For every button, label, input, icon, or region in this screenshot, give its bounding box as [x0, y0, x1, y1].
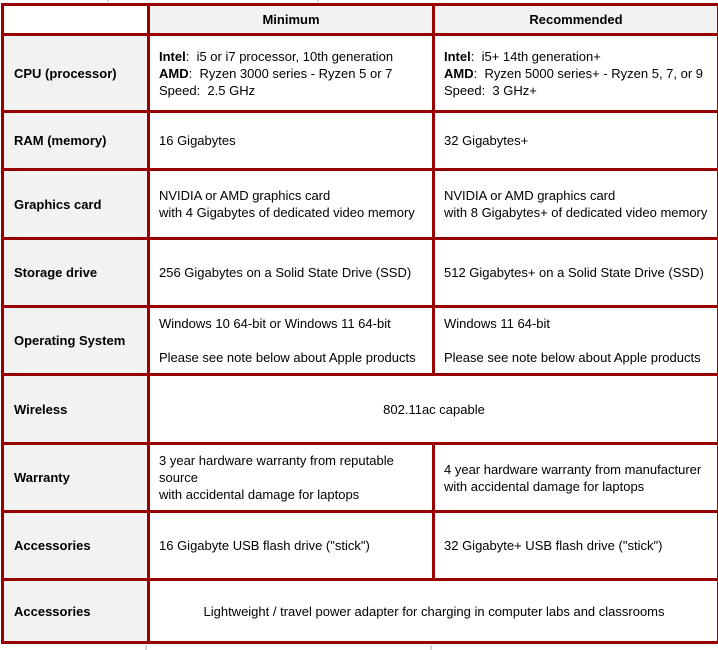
cpu-rec-line-amd: AMD: Ryzen 5000 series+ - Ryzen 5, 7, or 9	[444, 65, 704, 81]
cpu-min-line-speed: Speed: 2.5 GHz	[159, 82, 256, 98]
row-label-accessories-1: Accessories	[3, 512, 149, 580]
warranty-rec-line2: with accidental damage for laptops	[444, 478, 645, 494]
cpu-recommended-cell	[434, 35, 718, 112]
graphics-rec-line2: with 8 Gigabytes+ of dedicated video memory	[444, 205, 708, 220]
os-min-line1: Windows 10 64-bit or Windows 11 64-bit	[159, 316, 391, 331]
row-graphics	[3, 170, 718, 239]
graphics-min-line2: with 4 Gigabytes of dedicated video memory	[159, 205, 415, 220]
warranty-minimum-cell	[149, 444, 434, 512]
graphics-minimum-cell	[149, 170, 434, 239]
row-label-storage: Storage drive	[3, 239, 149, 307]
accessories1-minimum-cell: 16 Gigabyte USB flash drive ("stick")	[149, 512, 434, 580]
cpu-rec-line-intel: Intel: i5+ 14th generation+	[444, 48, 601, 64]
cpu-min-line-intel: Intel: i5 or i7 processor, 10th generation	[159, 48, 394, 64]
row-label-graphics: Graphics card	[3, 170, 149, 239]
header-minimum: Minimum	[149, 5, 434, 35]
warranty-min-line1: 3 year hardware warranty from reputable source	[159, 453, 394, 485]
cropped-row-above	[0, 0, 716, 3]
spec-table	[1, 3, 718, 644]
cpu-min-line-amd: AMD: Ryzen 3000 series - Ryzen 5 or 7	[159, 65, 393, 81]
warranty-recommended-cell	[434, 444, 718, 512]
row-label-ram: RAM (memory)	[3, 112, 149, 170]
cpu-rec-line-speed: Speed: 3 GHz+	[444, 82, 537, 98]
wireless-value-cell: 802.11ac capable	[149, 375, 718, 444]
row-wireless	[3, 375, 718, 444]
divider-tick	[107, 0, 109, 2]
cpu-minimum-cell	[149, 35, 434, 112]
storage-recommended-cell: 512 Gigabytes+ on a Solid State Drive (SSD)	[434, 239, 718, 307]
row-label-cpu: CPU (processor)	[3, 35, 149, 112]
graphics-recommended-cell	[434, 170, 718, 239]
divider-tick	[317, 0, 319, 2]
divider-tick	[430, 645, 432, 650]
os-rec-line2: Please see note below about Apple products	[444, 350, 701, 365]
os-rec-line1: Windows 11 64-bit	[444, 316, 550, 331]
warranty-rec-line1: 4 year hardware warranty from manufacturer	[444, 461, 702, 477]
row-os	[3, 307, 718, 375]
row-label-wireless: Wireless	[3, 375, 149, 444]
row-ram	[3, 112, 718, 170]
os-min-line2: Please see note below about Apple products	[159, 350, 416, 365]
accessories1-recommended-cell: 32 Gigabyte+ USB flash drive ("stick")	[434, 512, 718, 580]
warranty-min-line2: with accidental damage for laptops	[159, 487, 360, 502]
os-minimum-cell	[149, 307, 434, 375]
header-row	[3, 5, 718, 35]
row-warranty	[3, 444, 718, 512]
cropped-row-below	[0, 644, 716, 650]
row-accessories-1	[3, 512, 718, 580]
os-recommended-cell	[434, 307, 718, 375]
graphics-rec-line1: NVIDIA or AMD graphics card	[444, 188, 616, 203]
storage-minimum-cell: 256 Gigabytes on a Solid State Drive (SSD)	[149, 239, 434, 307]
ram-recommended-cell: 32 Gigabytes+	[434, 112, 718, 170]
row-accessories-2	[3, 580, 718, 643]
row-label-accessories-2: Accessories	[3, 580, 149, 643]
row-cpu	[3, 35, 718, 112]
accessories2-value-cell: Lightweight / travel power adapter for charging in computer labs and classrooms	[149, 580, 718, 643]
ram-minimum-cell: 16 Gigabytes	[149, 112, 434, 170]
row-label-warranty: Warranty	[3, 444, 149, 512]
row-storage	[3, 239, 718, 307]
header-recommended: Recommended	[434, 5, 718, 35]
graphics-min-line1: NVIDIA or AMD graphics card	[159, 188, 331, 203]
row-label-os: Operating System	[3, 307, 149, 375]
divider-tick	[145, 645, 147, 650]
header-blank-cell	[3, 5, 149, 35]
